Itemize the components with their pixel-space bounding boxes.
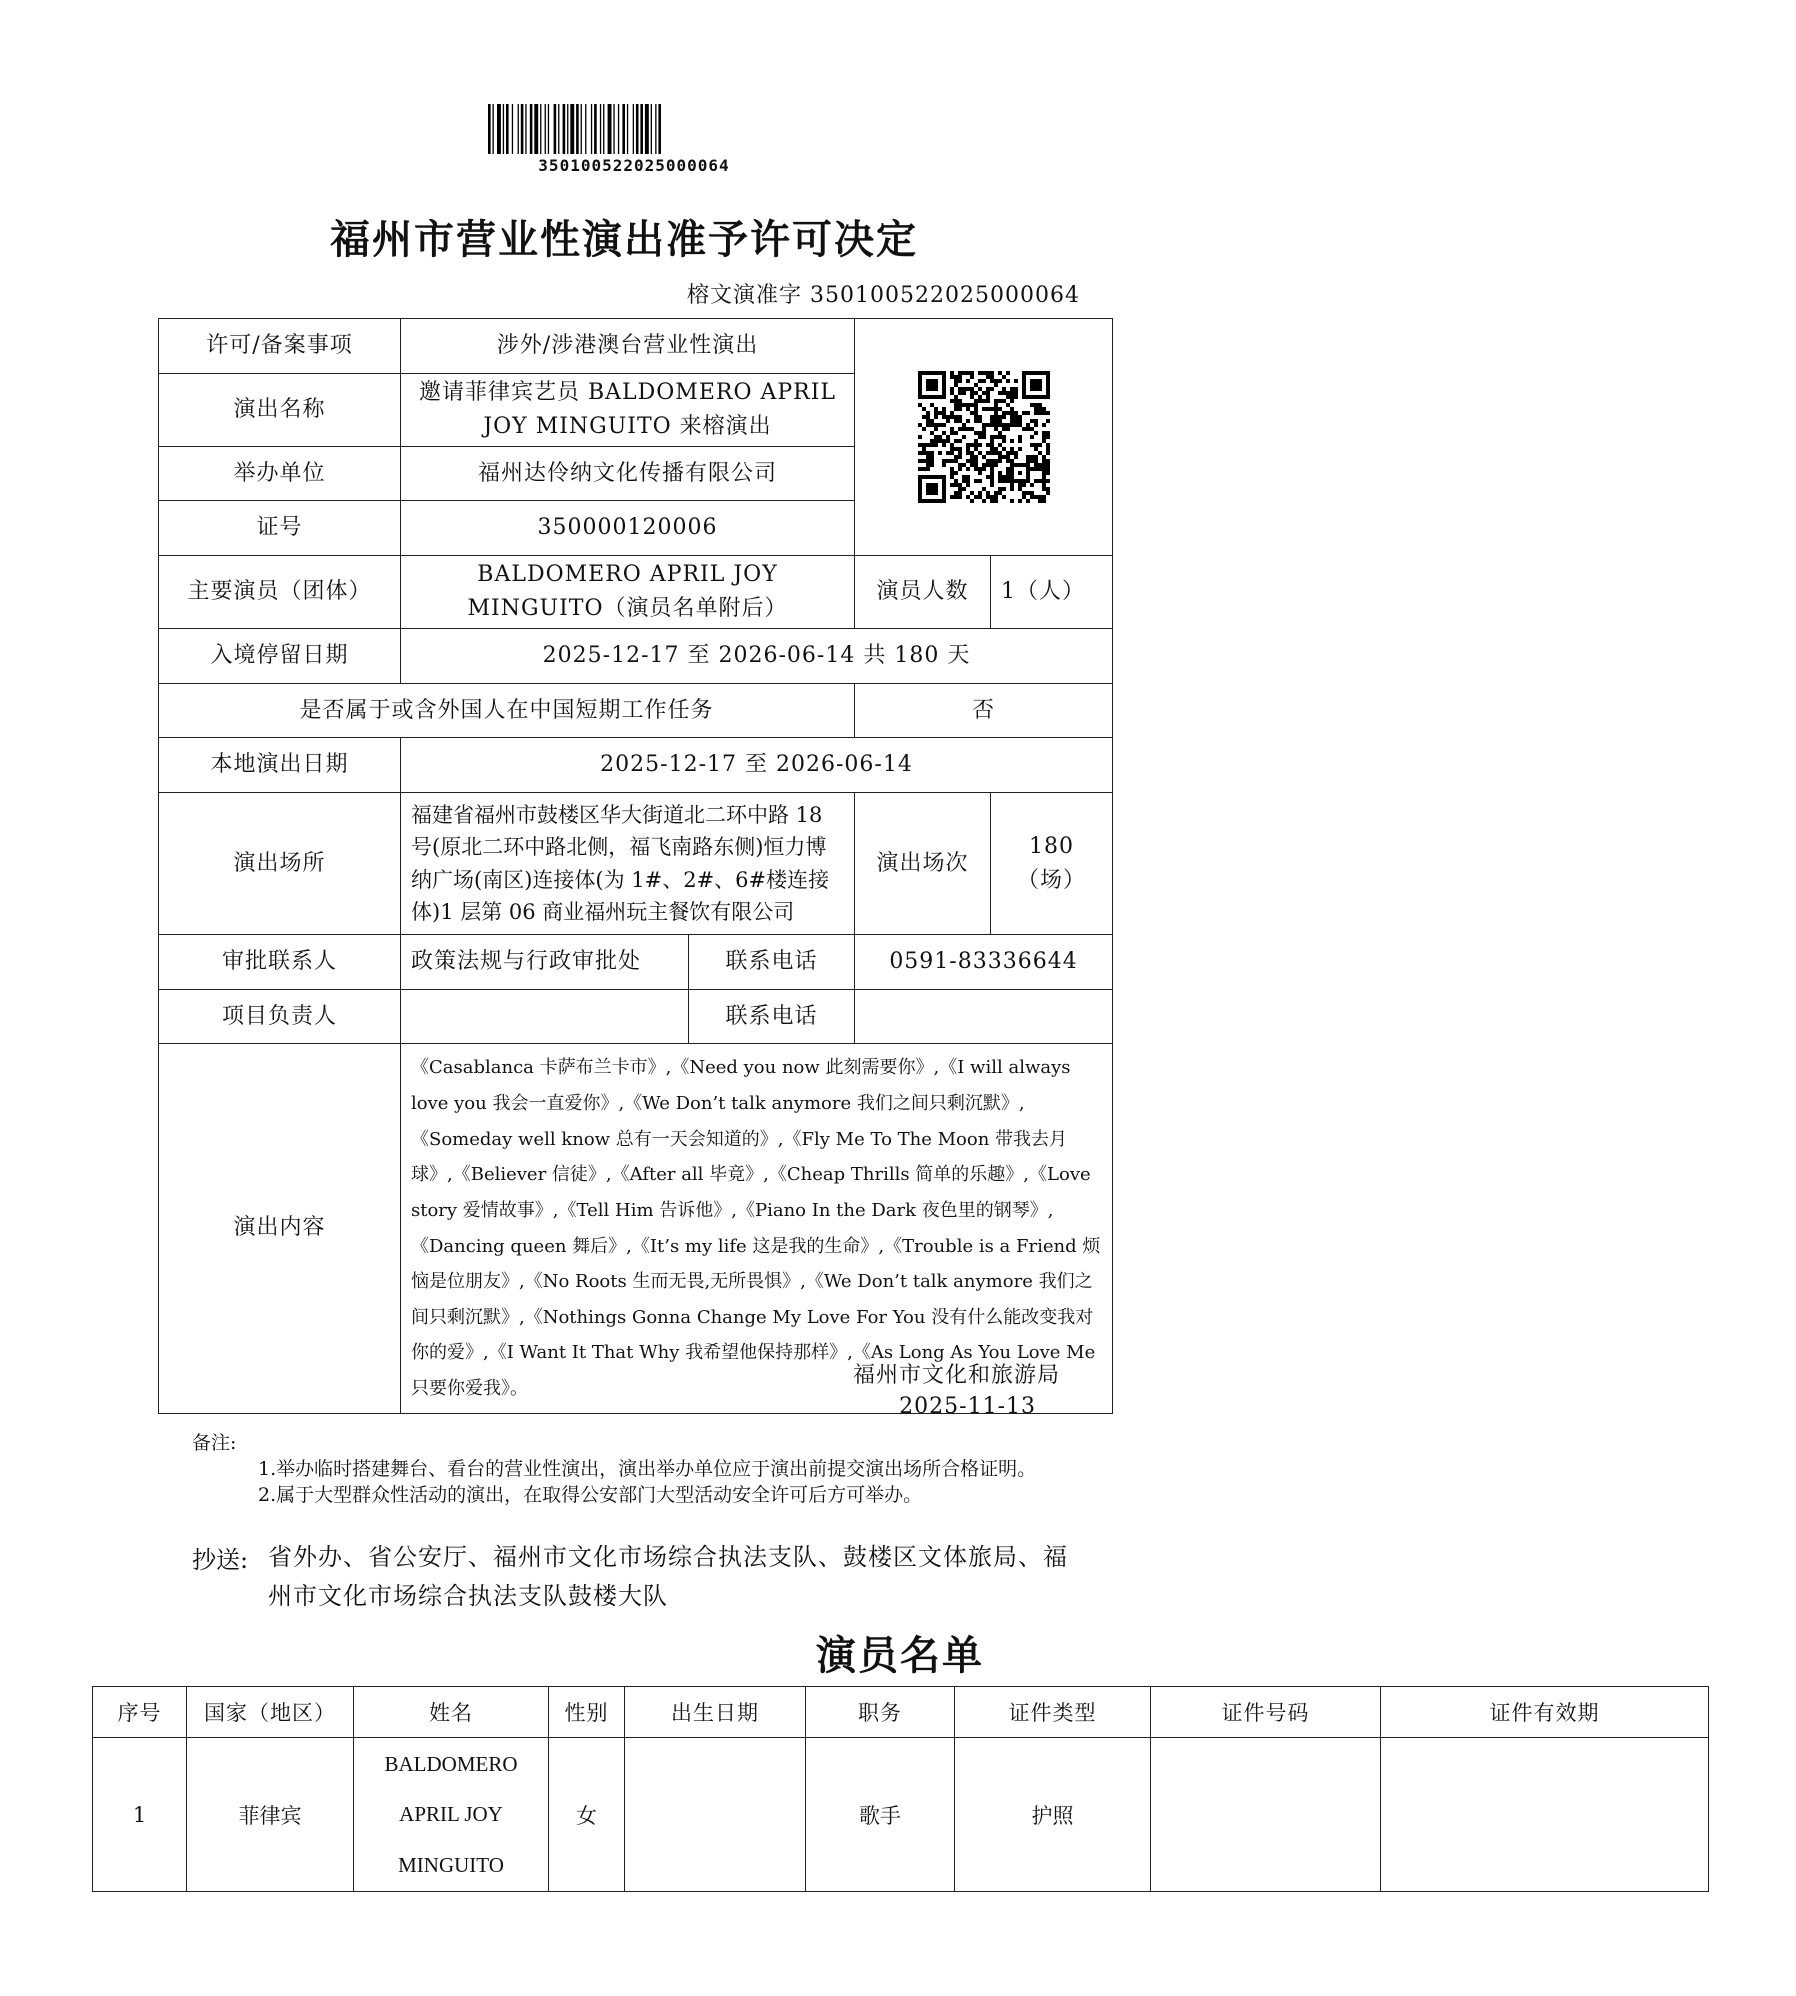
notes-label: 备注: bbox=[192, 1432, 237, 1454]
name-line: BALDOMERO bbox=[384, 1752, 518, 1776]
qr-code-graphic bbox=[918, 371, 1050, 503]
header-position: 职务 bbox=[806, 1687, 955, 1738]
approval-contact-label: 审批联系人 bbox=[159, 935, 401, 990]
header-id-type: 证件类型 bbox=[955, 1687, 1151, 1738]
header-gender: 性别 bbox=[549, 1687, 625, 1738]
local-date-label: 本地演出日期 bbox=[159, 738, 401, 793]
content-value: 《Casablanca 卡萨布兰卡市》,《Need you now 此刻需要你》,《I will always love you 我会一直爱你》,《We Don’t talk anymore 我们之间只剩沉默》,《Someday well know 总有一天会知道的》,《Fly Me To The Moon 带我去月球》,《Believer 信徒》,《After all 毕竟》,《Cheap Thrills 简单的乐趣》,《Love story 爱情故事》,《Tell Him 告诉他》,《Piano In the Dark 夜色里的钢琴》,《Dancing queen 舞后》,《It’s my life 这是我的生命》,《Trouble is a Friend 烦恼是位朋友》,《No Roots 生而无畏,无所畏惧》,《We Don’t talk anymore 我们之间只剩沉默》,《Nothings Gonna Change My Love For You 没有什么能改变我对你的爱》,《I Want It That Why 我希望他保持那样》,《As Long As You Love Me 只要你爱我》。 bbox=[401, 1044, 1113, 1413]
main-performer-value: BALDOMERO APRIL JOY MINGUITO（演员名单附后） bbox=[401, 556, 855, 629]
phone-label-1: 联系电话 bbox=[689, 935, 855, 990]
name-line: MINGUITO bbox=[398, 1852, 504, 1877]
cell-gender: 女 bbox=[549, 1738, 625, 1892]
project-lead-value bbox=[401, 990, 689, 1044]
cell-no: 1 bbox=[93, 1738, 187, 1892]
venue-label: 演出场所 bbox=[159, 793, 401, 935]
issuer: 福州市文化和旅游局 bbox=[852, 1363, 1060, 1388]
item-label: 许可/备案事项 bbox=[159, 319, 401, 374]
cell-position: 歌手 bbox=[806, 1738, 955, 1892]
work-task-value: 否 bbox=[855, 684, 1113, 738]
document-title: 福州市营业性演出准予许可决定 bbox=[330, 216, 918, 263]
header-id-number: 证件号码 bbox=[1151, 1687, 1381, 1738]
stay-label: 入境停留日期 bbox=[159, 629, 401, 684]
name-line: APRIL JOY bbox=[399, 1802, 503, 1827]
performer-list-title: 演员名单 bbox=[816, 1632, 984, 1679]
cell-id-type: 护照 bbox=[955, 1738, 1151, 1892]
phone-label-2: 联系电话 bbox=[689, 990, 855, 1044]
phone-value-1: 0591-83336644 bbox=[855, 935, 1113, 990]
header-id-valid: 证件有效期 bbox=[1381, 1687, 1709, 1738]
table-row bbox=[93, 1738, 1709, 1892]
venue-value: 福建省福州市鼓楼区华大街道北二环中路 18 号(原北二环中路北侧，福飞南路东侧)恒力博纳广场(南区)连接体(为 1#、2#、6#楼连接体)1 层第 06 商业福州玩主餐饮有限公司 bbox=[401, 793, 855, 935]
note-item: 1.举办临时搭建舞台、看台的营业性演出，演出举办单位应于演出前提交演出场所合格证明。 bbox=[258, 1458, 1037, 1480]
item-value: 涉外/涉港澳台营业性演出 bbox=[401, 319, 855, 374]
header-birth-date: 出生日期 bbox=[625, 1687, 806, 1738]
sessions-label: 演出场次 bbox=[855, 793, 991, 935]
performer-count-value: 1（人） bbox=[991, 556, 1113, 629]
project-lead-label: 项目负责人 bbox=[159, 990, 401, 1044]
organizer-value: 福州达伶纳文化传播有限公司 bbox=[401, 447, 855, 501]
cell-name bbox=[354, 1738, 549, 1892]
work-task-label: 是否属于或含外国人在中国短期工作任务 bbox=[159, 684, 855, 738]
cell-id-valid bbox=[1381, 1738, 1709, 1892]
cell-country: 菲律宾 bbox=[187, 1738, 354, 1892]
header-name: 姓名 bbox=[354, 1687, 549, 1738]
license-value: 350000120006 bbox=[401, 501, 855, 556]
barcode-graphic bbox=[488, 104, 780, 154]
show-name-label: 演出名称 bbox=[159, 374, 401, 447]
barcode-number: 350100522025000064 bbox=[538, 156, 730, 175]
note-item: 2.属于大型群众性活动的演出，在取得公安部门大型活动安全许可后方可举办。 bbox=[258, 1484, 923, 1506]
cell-birth-date bbox=[625, 1738, 806, 1892]
stay-value: 2025-12-17 至 2026-06-14 共 180 天 bbox=[401, 629, 1113, 684]
cell-id-number bbox=[1151, 1738, 1381, 1892]
sessions-value: 180（场） bbox=[991, 793, 1113, 935]
performer-table-header bbox=[93, 1687, 1709, 1738]
local-date-value: 2025-12-17 至 2026-06-14 bbox=[401, 738, 1113, 793]
phone-value-2 bbox=[855, 990, 1113, 1044]
header-country: 国家（地区） bbox=[187, 1687, 354, 1738]
header-no: 序号 bbox=[93, 1687, 187, 1738]
performer-count-label: 演员人数 bbox=[855, 556, 991, 629]
main-performer-label: 主要演员（团体） bbox=[159, 556, 401, 629]
cc-label: 抄送: bbox=[192, 1546, 249, 1574]
content-label: 演出内容 bbox=[159, 1044, 401, 1413]
document-number: 榕文演准字 350100522025000064 bbox=[687, 283, 1080, 308]
cc-line-1: 省外办、省公安厅、福州市文化市场综合执法支队、鼓楼区文体旅局、福 bbox=[268, 1543, 1068, 1571]
approval-contact-value: 政策法规与行政审批处 bbox=[401, 935, 689, 990]
qr-cell bbox=[855, 319, 1113, 556]
show-name-value: 邀请菲律宾艺员 BALDOMERO APRIL JOY MINGUITO 来榕演出 bbox=[401, 374, 855, 447]
performer-table bbox=[92, 1686, 1709, 1892]
license-label: 证号 bbox=[159, 501, 401, 556]
issue-date: 2025-11-13 bbox=[899, 1394, 1036, 1419]
organizer-label: 举办单位 bbox=[159, 447, 401, 501]
cc-line-2: 州市文化市场综合执法支队鼓楼大队 bbox=[268, 1582, 668, 1610]
permit-table bbox=[158, 318, 1113, 1414]
